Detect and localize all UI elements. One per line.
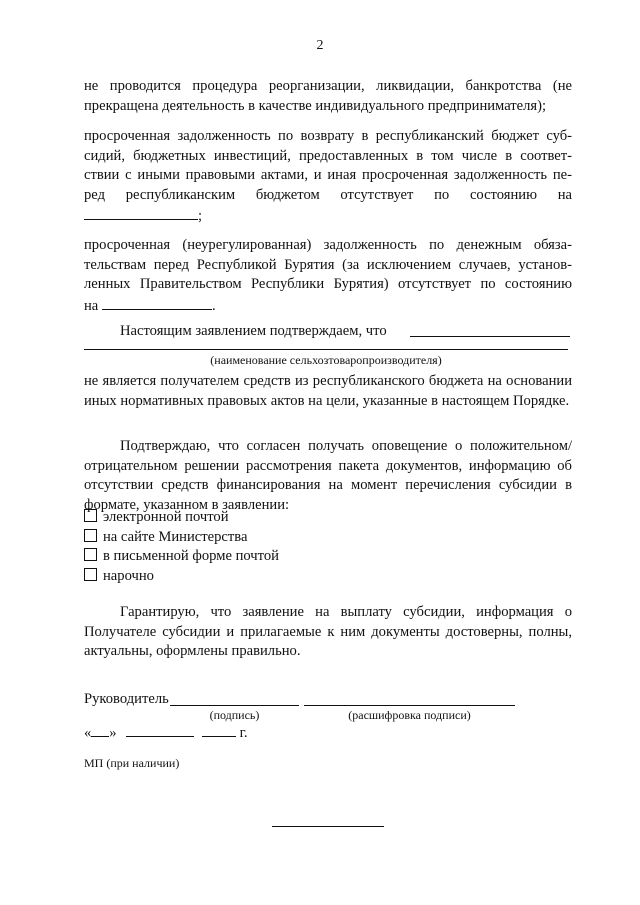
page-number: 2 xyxy=(316,38,324,53)
paragraph-line: тельствам перед Республикой Бурятия (за исключением случаев, установ- xyxy=(84,256,572,273)
punctuation: ; xyxy=(198,208,203,224)
signature-label: Руководитель xyxy=(84,691,169,707)
paragraph-guarantee: Гарантирую, что заявление на выплату субсидии, информация о Получателе субсидии и прилагаемые к ним документы достоверны, полны, актуальны, оформлены правильно. xyxy=(84,604,572,659)
quote-close: » xyxy=(109,725,117,741)
signature-caption: (подпись) xyxy=(209,708,260,722)
signature-line[interactable] xyxy=(170,705,299,706)
confirm-statement-text: Настоящим заявлением подтверждаем, что xyxy=(120,323,387,339)
date-blank-field[interactable] xyxy=(84,205,198,220)
checkbox[interactable] xyxy=(84,568,97,581)
date-line xyxy=(84,722,248,744)
producer-name-line[interactable] xyxy=(84,349,568,350)
checkbox[interactable] xyxy=(84,529,97,542)
punctuation: . xyxy=(211,297,216,314)
paragraph-line: ред республиканским бюджетом отсутствует по состоянию на xyxy=(84,186,572,203)
signature-decode-line[interactable] xyxy=(304,705,515,706)
checkbox[interactable] xyxy=(84,548,97,561)
date-blank-field[interactable] xyxy=(102,295,212,310)
paragraph-line-date xyxy=(84,205,572,227)
paragraph-line: ленных Правительством Республики Бурятия) отсутствует по состоянию xyxy=(84,276,572,292)
footer-separator xyxy=(272,826,384,827)
quote-open: « xyxy=(84,725,92,741)
option-ministry-site[interactable] xyxy=(84,528,279,548)
paragraph-line: ствии с иными правовыми актами, и иная просроченная задолженность пе- xyxy=(84,167,572,183)
paragraph-no-reorganization: не проводится процедура реорганизации, ликвидации, банкротства (не прекращена деятельность в качестве индивидуального предпринимателя); xyxy=(84,78,572,114)
option-label: нарочно xyxy=(103,567,154,584)
stamp-note: МП (при наличии) xyxy=(84,756,180,770)
day-blank[interactable] xyxy=(91,722,109,737)
paragraph-budget-debt xyxy=(84,127,572,227)
option-label: электронной почтой xyxy=(103,509,229,525)
paragraph-not-recipient: не является получателем средств из республиканского бюджета на основании иных нормативных правовых актов на цели, указанные в настоящем Порядке. xyxy=(84,373,572,409)
confirm-statement xyxy=(120,322,387,342)
option-label: в письменной форме почтой xyxy=(103,548,279,564)
checkbox[interactable] xyxy=(84,509,97,522)
paragraph-line: просроченная задолженность по возврату в республиканский бюджет суб- xyxy=(84,128,572,144)
signature-decode-caption: (расшифровка подписи) xyxy=(348,708,471,722)
option-email[interactable] xyxy=(84,508,279,528)
option-label: на сайте Министерства xyxy=(103,528,248,545)
paragraph-line: просроченная (неурегулированная) задолженность по денежным обяза- xyxy=(84,237,572,253)
option-courier[interactable] xyxy=(84,567,279,587)
paragraph-notification-consent: Подтверждаю, что согласен получать оповещение о положительном/отрицательном решении рассмотрения пакета документов, информацию об отсутствии средств финансирования на момент перечисления субсидии в формате, указанном в заявлении: xyxy=(84,438,572,513)
option-post[interactable] xyxy=(84,547,279,567)
year-suffix: г. xyxy=(239,725,248,741)
prefix-text: на xyxy=(84,297,99,314)
month-blank[interactable] xyxy=(126,722,194,737)
paragraph-obligations-debt xyxy=(84,236,572,316)
producer-name-caption: (наименование сельхозтоваропроизводителя) xyxy=(210,353,442,367)
paragraph-line: сидий, бюджетных инвестиций, предоставленных в том числе в соответ- xyxy=(84,147,572,164)
year-blank[interactable] xyxy=(202,722,236,737)
paragraph-line-date xyxy=(84,295,572,317)
producer-name-blank[interactable] xyxy=(410,322,570,337)
notification-options xyxy=(84,508,279,586)
